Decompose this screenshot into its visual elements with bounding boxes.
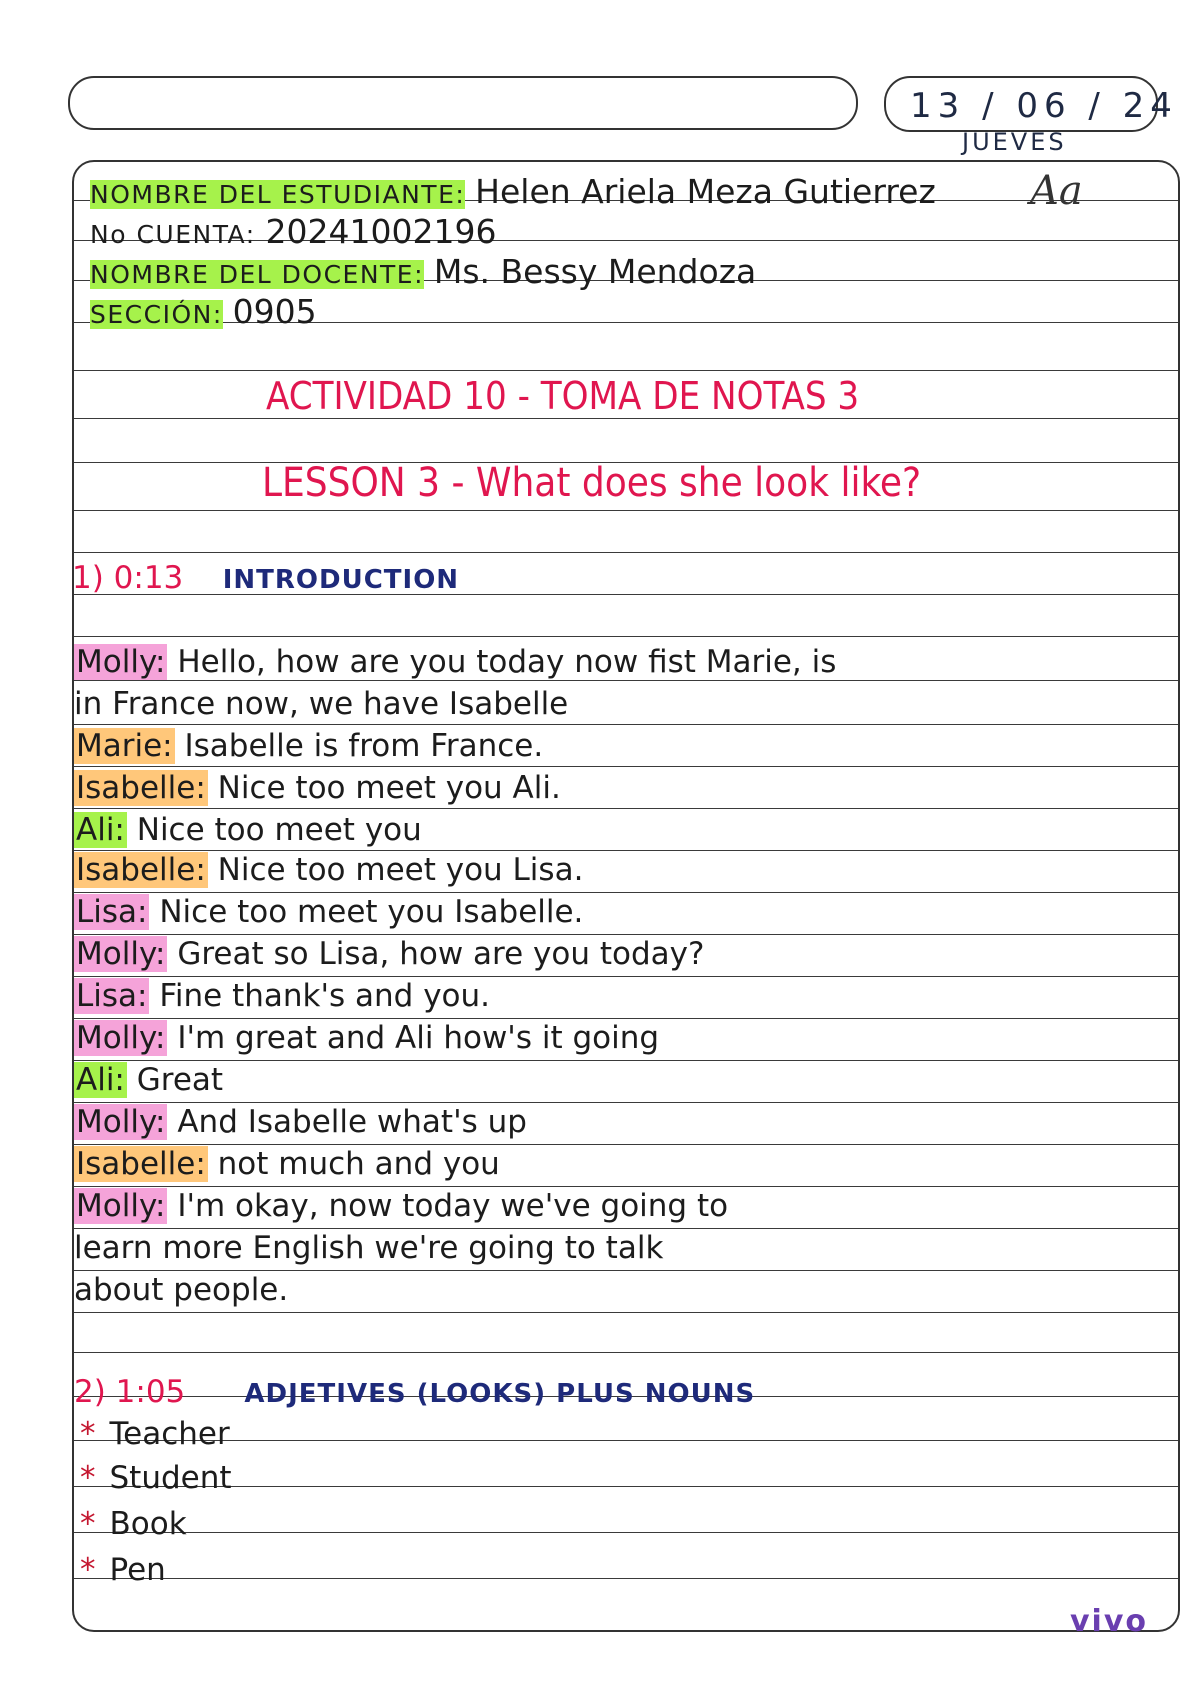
- speaker-name: Molly:: [76, 644, 166, 680]
- account-label: No CUENTA:: [90, 220, 256, 249]
- dialogue-text: And Isabelle what's up: [177, 1104, 527, 1140]
- vocab-word: Student: [109, 1460, 232, 1496]
- student-row: [90, 172, 936, 211]
- speaker-name: Marie:: [76, 728, 173, 764]
- vocab-word: Book: [109, 1506, 187, 1542]
- ruled-line: [74, 1060, 1178, 1061]
- ruled-line: [74, 934, 1178, 935]
- dialogue-line: [74, 770, 561, 806]
- section-2-title: ADJETIVES (LOOKS) PLUS NOUNS: [244, 1379, 756, 1409]
- speaker-name: Lisa:: [76, 894, 148, 930]
- speaker-name: Isabelle:: [76, 770, 206, 806]
- ruled-line: [74, 636, 1178, 637]
- dialogue-text: about people.: [74, 1272, 289, 1308]
- account-number: 20241002196: [265, 212, 497, 251]
- section-number: 0905: [232, 292, 317, 331]
- weekday: JUEVES: [962, 128, 1067, 156]
- vocab-word: Teacher: [109, 1416, 230, 1452]
- teacher-label: NOMBRE DEL DOCENTE:: [90, 260, 425, 289]
- ruled-line: [74, 1102, 1178, 1103]
- ruled-line: [74, 418, 1178, 419]
- dialogue-text: I'm okay, now today we've going to: [177, 1188, 729, 1224]
- section-1-header: [72, 560, 459, 596]
- lesson-title: LESSON 3 - What does she look like?: [262, 460, 922, 506]
- dialogue-text: in France now, we have Isabelle: [74, 686, 569, 722]
- ruled-line: [74, 1186, 1178, 1187]
- asterisk-icon: *: [80, 1416, 96, 1452]
- speaker-name: Lisa:: [76, 978, 148, 1014]
- ruled-line: [74, 1018, 1178, 1019]
- ruled-line: [74, 1312, 1178, 1313]
- vocab-item: [80, 1460, 232, 1496]
- speaker-name: Molly:: [76, 1188, 166, 1224]
- dialogue-line: [74, 1020, 659, 1056]
- vocab-item: [80, 1552, 166, 1588]
- dialogue-text: learn more English we're going to talk: [74, 1230, 664, 1266]
- dialogue-text: I'm great and Ali how's it going: [177, 1020, 660, 1056]
- section-2-number: 2) 1:05: [74, 1374, 186, 1410]
- section-label: SECCIÓN:: [90, 300, 223, 329]
- ruled-line: [74, 976, 1178, 977]
- vocab-word: Pen: [109, 1552, 166, 1588]
- ruled-line: [74, 1144, 1178, 1145]
- dialogue-line: [74, 1062, 223, 1098]
- date: 13 / 06 / 24: [910, 86, 1178, 126]
- speaker-name: Isabelle:: [76, 1146, 206, 1182]
- dialogue-line: [74, 978, 490, 1014]
- vocab-item: [80, 1506, 187, 1542]
- ruled-line: [74, 552, 1178, 553]
- account-row: [90, 212, 496, 251]
- dialogue-line: [74, 728, 543, 764]
- ruled-line: [74, 850, 1178, 851]
- dialogue-line: [74, 894, 583, 930]
- speaker-name: Ali:: [76, 1062, 125, 1098]
- ruled-line: [74, 1532, 1178, 1533]
- dialogue-line: [74, 644, 836, 680]
- dialogue-text: Great so Lisa, how are you today?: [177, 936, 705, 972]
- dialogue-line: [74, 936, 704, 972]
- ruled-line: [74, 892, 1178, 893]
- dialogue-text: Nice too meet you: [136, 812, 422, 848]
- section-2-header: [74, 1374, 755, 1410]
- dialogue-text: Fine thank's and you.: [159, 978, 491, 1014]
- dialogue-line: [74, 1272, 288, 1308]
- ruled-line: [74, 1440, 1178, 1441]
- ruled-line: [74, 510, 1178, 511]
- ruled-line: [74, 680, 1178, 681]
- dialogue-line: [74, 812, 422, 848]
- section-row: [90, 292, 317, 331]
- ruled-line: [74, 1578, 1178, 1579]
- dialogue-text: Nice too meet you Lisa.: [217, 852, 584, 888]
- dialogue-text: Hello, how are you today now fist Marie, is: [177, 644, 837, 680]
- teacher-row: [90, 252, 756, 291]
- dialogue-line: [74, 852, 583, 888]
- ruled-line: [74, 1352, 1178, 1353]
- dialogue-line: [74, 686, 568, 722]
- asterisk-icon: *: [80, 1552, 96, 1588]
- dialogue-text: Great: [136, 1062, 224, 1098]
- section-1-title: INTRODUCTION: [222, 565, 460, 595]
- ruled-line: [74, 1270, 1178, 1271]
- speaker-name: Isabelle:: [76, 852, 206, 888]
- speaker-name: Molly:: [76, 936, 166, 972]
- dialogue-line: [74, 1146, 500, 1182]
- activity-title: ACTIVIDAD 10 - TOMA DE NOTAS 3: [266, 374, 860, 418]
- ruled-line: [74, 808, 1178, 809]
- signature: Aa: [1030, 168, 1083, 214]
- ruled-line: [74, 370, 1178, 371]
- vocab-item: [80, 1416, 230, 1452]
- teacher-name: Ms. Bessy Mendoza: [433, 252, 757, 291]
- speaker-name: Molly:: [76, 1020, 166, 1056]
- speaker-name: Molly:: [76, 1104, 166, 1140]
- ruled-line: [74, 724, 1178, 725]
- speaker-name: Ali:: [76, 812, 125, 848]
- brand-logo: vivo: [1070, 1604, 1149, 1639]
- dialogue-line: [74, 1230, 663, 1266]
- asterisk-icon: *: [80, 1460, 96, 1496]
- dialogue-text: not much and you: [217, 1146, 500, 1182]
- dialogue-text: Nice too meet you Ali.: [217, 770, 561, 806]
- dialogue-line: [74, 1188, 728, 1224]
- ruled-line: [74, 766, 1178, 767]
- ruled-line: [74, 1486, 1178, 1487]
- dialogue-text: Isabelle is from France.: [184, 728, 544, 764]
- student-label: NOMBRE DEL ESTUDIANTE:: [90, 180, 466, 209]
- ruled-line: [74, 1228, 1178, 1229]
- section-1-number: 1) 0:13: [72, 560, 184, 596]
- asterisk-icon: *: [80, 1506, 96, 1542]
- dialogue-line: [74, 1104, 527, 1140]
- dialogue-text: Nice too meet you Isabelle.: [159, 894, 584, 930]
- student-name: Helen Ariela Meza Gutierrez: [475, 172, 936, 211]
- name-box: [68, 76, 858, 130]
